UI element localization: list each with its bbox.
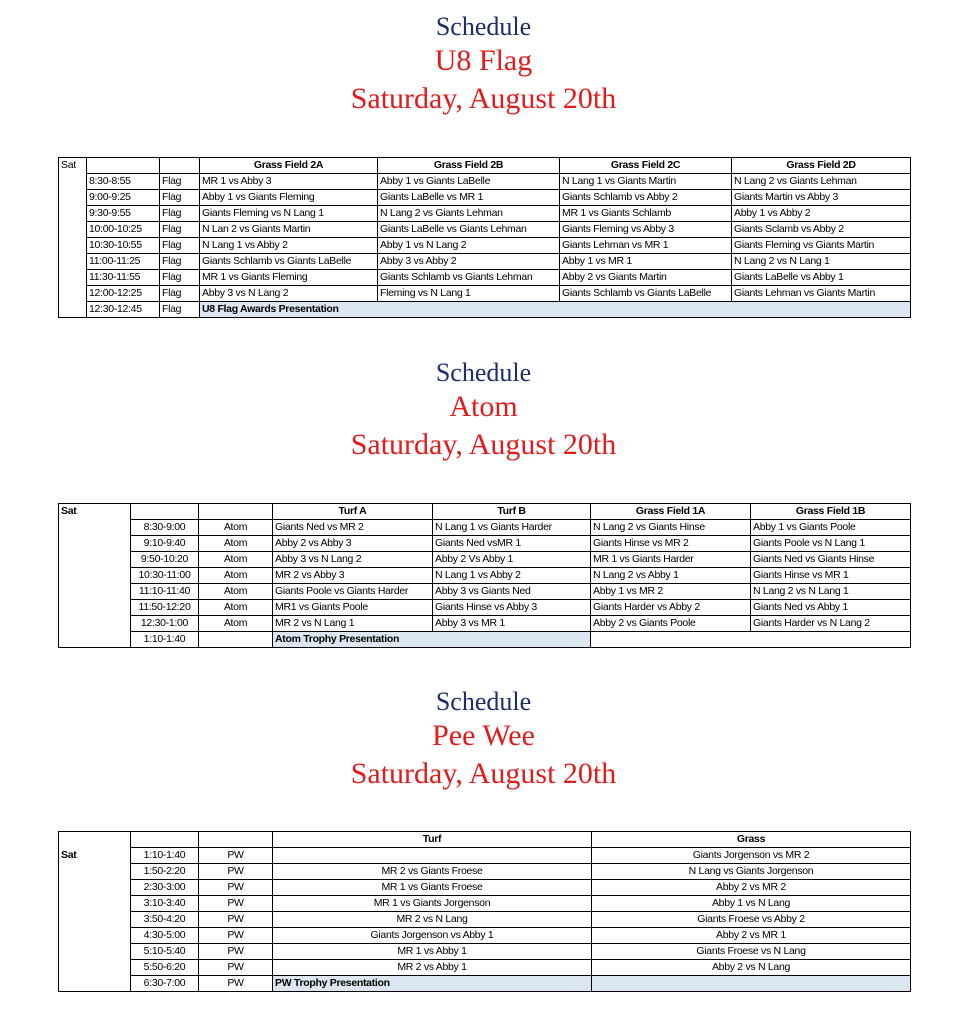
division-cell: Flag xyxy=(160,222,200,238)
atom-field-header: Grass Field 1B xyxy=(751,504,911,520)
table-row xyxy=(59,286,911,302)
game-cell: Abby 3 vs Giants Ned xyxy=(433,584,591,600)
game-cell: N Lan 2 vs Giants Martin xyxy=(200,222,378,238)
u8-schedule-title: Schedule xyxy=(435,12,532,41)
time-cell: 5:50-6:20 xyxy=(131,960,199,976)
u8-presentation-time: 12:30-12:45 xyxy=(87,302,160,318)
game-cell: MR 1 vs Giants Schlamb xyxy=(560,206,732,222)
atom-day-label: Sat xyxy=(59,504,131,520)
division-cell: Flag xyxy=(160,206,200,222)
division-cell: Atom xyxy=(199,568,273,584)
division-cell: Atom xyxy=(199,536,273,552)
game-cell: MR 2 vs N Lang 1 xyxy=(273,616,433,632)
division-cell: PW xyxy=(199,896,273,912)
atom-heading xyxy=(0,360,967,460)
time-cell: 11:50-12:20 xyxy=(131,600,199,616)
atom-division-title: Atom xyxy=(449,390,518,423)
u8-date-title: Saturday, August 20th xyxy=(350,82,617,115)
game-cell: Giants LaBelle vs Abby 1 xyxy=(732,270,911,286)
game-cell: Giants Hinse vs Abby 3 xyxy=(433,600,591,616)
game-cell: Abby 1 vs N Lang 2 xyxy=(378,238,560,254)
game-cell: N Lang vs Giants Jorgenson xyxy=(592,864,911,880)
atom-presentation-row xyxy=(59,632,911,648)
game-cell: Giants Jorgenson vs Abby 1 xyxy=(273,928,592,944)
time-cell: 10:30-11:00 xyxy=(131,568,199,584)
division-cell: Flag xyxy=(160,286,200,302)
game-cell: Giants Ned vs MR 2 xyxy=(273,520,433,536)
game-cell: MR 1 vs Giants Froese xyxy=(273,880,592,896)
game-cell xyxy=(273,848,592,864)
game-cell: Abby 1 vs Giants LaBelle xyxy=(378,174,560,190)
time-cell: 9:30-9:55 xyxy=(87,206,160,222)
table-row xyxy=(59,270,911,286)
u8-division-title: U8 Flag xyxy=(434,44,533,77)
table-row xyxy=(59,238,911,254)
time-cell: 9:50-10:20 xyxy=(131,552,199,568)
game-cell: Giants Hinse vs MR 1 xyxy=(751,568,911,584)
game-cell: Abby 2 vs Giants Martin xyxy=(560,270,732,286)
game-cell: Giants Fleming vs Giants Martin xyxy=(732,238,911,254)
game-cell: Giants Martin vs Abby 3 xyxy=(732,190,911,206)
game-cell: Giants Ned vs Giants Hinse xyxy=(751,552,911,568)
pw-date-title: Saturday, August 20th xyxy=(350,757,617,790)
pw-field-header: Turf xyxy=(273,832,592,848)
division-cell: Atom xyxy=(199,520,273,536)
time-cell: 1:10-1:40 xyxy=(131,848,199,864)
table-row xyxy=(59,912,911,928)
atom-field-header: Turf B xyxy=(433,504,591,520)
game-cell: Giants Fleming vs N Lang 1 xyxy=(200,206,378,222)
game-cell: Abby 3 vs N Lang 2 xyxy=(273,552,433,568)
game-cell: MR 2 vs N Lang xyxy=(273,912,592,928)
game-cell: Abby 2 vs N Lang xyxy=(592,960,911,976)
table-row xyxy=(59,206,911,222)
table-row xyxy=(59,960,911,976)
game-cell: MR 2 vs Giants Froese xyxy=(273,864,592,880)
atom-presentation-div xyxy=(199,632,273,648)
game-cell: Giants Harder vs Abby 2 xyxy=(591,600,751,616)
game-cell: N Lang 1 vs Abby 2 xyxy=(433,568,591,584)
u8-day-label: Sat xyxy=(59,158,87,174)
division-cell: Flag xyxy=(160,238,200,254)
table-row xyxy=(59,568,911,584)
game-cell: N Lang 2 vs N Lang 1 xyxy=(732,254,911,270)
time-cell: 5:10-5:40 xyxy=(131,944,199,960)
game-cell: Giants Lehman vs MR 1 xyxy=(560,238,732,254)
u8-field-header: Grass Field 2B xyxy=(378,158,560,174)
atom-header-row xyxy=(59,504,911,520)
table-row xyxy=(59,880,911,896)
table-row xyxy=(59,222,911,238)
game-cell: Giants LaBelle vs MR 1 xyxy=(378,190,560,206)
game-cell: N Lang 1 vs Abby 2 xyxy=(200,238,378,254)
game-cell: Giants Jorgenson vs MR 2 xyxy=(592,848,911,864)
game-cell: Giants Harder vs N Lang 2 xyxy=(751,616,911,632)
atom-field-header: Grass Field 1A xyxy=(591,504,751,520)
atom-presentation-label: Atom Trophy Presentation xyxy=(273,632,591,648)
game-cell: Giants Ned vs Abby 1 xyxy=(751,600,911,616)
time-cell: 10:30-10:55 xyxy=(87,238,160,254)
atom-presentation-time: 1:10-1:40 xyxy=(131,632,199,648)
division-cell: Flag xyxy=(160,190,200,206)
u8-field-header: Grass Field 2C xyxy=(560,158,732,174)
game-cell: Abby 3 vs MR 1 xyxy=(433,616,591,632)
table-row xyxy=(59,848,911,864)
game-cell: Giants Lehman vs Giants Martin xyxy=(732,286,911,302)
game-cell: Giants Froese vs Abby 2 xyxy=(592,912,911,928)
pw-presentation-row xyxy=(59,976,911,992)
game-cell: N Lang 1 vs Giants Martin xyxy=(560,174,732,190)
game-cell: N Lang 1 vs Giants Harder xyxy=(433,520,591,536)
game-cell: N Lang 2 vs Giants Lehman xyxy=(378,206,560,222)
time-cell: 8:30-9:00 xyxy=(131,520,199,536)
game-cell: MR 1 vs Giants Harder xyxy=(591,552,751,568)
game-cell: N Lang 2 vs Giants Hinse xyxy=(591,520,751,536)
game-cell: Giants Froese vs N Lang xyxy=(592,944,911,960)
table-row xyxy=(59,254,911,270)
game-cell: Giants Ned vsMR 1 xyxy=(433,536,591,552)
game-cell: Giants LaBelle vs Giants Lehman xyxy=(378,222,560,238)
division-cell: Atom xyxy=(199,600,273,616)
division-cell: Atom xyxy=(199,584,273,600)
game-cell: Abby 1 vs N Lang xyxy=(592,896,911,912)
table-row xyxy=(59,928,911,944)
u8-field-header: Grass Field 2D xyxy=(732,158,911,174)
game-cell: Fleming vs N Lang 1 xyxy=(378,286,560,302)
time-cell: 8:30-8:55 xyxy=(87,174,160,190)
u8-schedule-table xyxy=(58,157,911,318)
table-row xyxy=(59,552,911,568)
table-row xyxy=(59,616,911,632)
game-cell: Abby 2 vs Giants Poole xyxy=(591,616,751,632)
table-row xyxy=(59,600,911,616)
game-cell: MR 1 vs Abby 1 xyxy=(273,944,592,960)
division-cell: Flag xyxy=(160,254,200,270)
game-cell: MR 1 vs Giants Jorgenson xyxy=(273,896,592,912)
game-cell: Giants Poole vs Giants Harder xyxy=(273,584,433,600)
game-cell: Giants Schlamb vs Giants LaBelle xyxy=(200,254,378,270)
division-cell: Atom xyxy=(199,552,273,568)
table-row xyxy=(59,864,911,880)
pw-heading xyxy=(0,689,967,789)
division-cell: Flag xyxy=(160,270,200,286)
game-cell: Abby 3 vs Abby 2 xyxy=(378,254,560,270)
game-cell: Abby 1 vs Giants Poole xyxy=(751,520,911,536)
time-cell: 9:10-9:40 xyxy=(131,536,199,552)
time-cell: 3:10-3:40 xyxy=(131,896,199,912)
time-cell: 11:00-11:25 xyxy=(87,254,160,270)
atom-schedule-title: Schedule xyxy=(435,358,532,387)
game-cell: N Lang 2 vs N Lang 1 xyxy=(751,584,911,600)
u8-presentation-row xyxy=(59,302,911,318)
u8-presentation-div: Flag xyxy=(160,302,200,318)
u8-presentation-label: U8 Flag Awards Presentation xyxy=(200,302,911,318)
game-cell: Giants Hinse vs MR 2 xyxy=(591,536,751,552)
pw-presentation-time: 6:30-7:00 xyxy=(131,976,199,992)
division-cell: PW xyxy=(199,880,273,896)
game-cell: MR 2 vs Abby 1 xyxy=(273,960,592,976)
pw-presentation-label: PW Trophy Presentation xyxy=(273,976,592,992)
division-cell: PW xyxy=(199,912,273,928)
game-cell: N Lang 2 vs Abby 1 xyxy=(591,568,751,584)
time-cell: 2:30-3:00 xyxy=(131,880,199,896)
table-row xyxy=(59,536,911,552)
game-cell: MR1 vs Giants Poole xyxy=(273,600,433,616)
table-row xyxy=(59,520,911,536)
game-cell: Giants Schlamb vs Abby 2 xyxy=(560,190,732,206)
game-cell: Abby 2 Vs Abby 1 xyxy=(433,552,591,568)
pw-header-row xyxy=(59,832,911,848)
division-cell: PW xyxy=(199,848,273,864)
game-cell: Abby 3 vs N Lang 2 xyxy=(200,286,378,302)
game-cell: Giants Sclamb vs Abby 2 xyxy=(732,222,911,238)
division-cell: PW xyxy=(199,864,273,880)
time-cell: 10:00-10:25 xyxy=(87,222,160,238)
game-cell: Abby 1 vs MR 1 xyxy=(560,254,732,270)
u8-field-header: Grass Field 2A xyxy=(200,158,378,174)
day-label: Sat xyxy=(59,848,131,864)
table-row xyxy=(59,190,911,206)
game-cell: Abby 2 vs MR 1 xyxy=(592,928,911,944)
game-cell: Giants Poole vs N Lang 1 xyxy=(751,536,911,552)
division-cell: Flag xyxy=(160,174,200,190)
time-cell: 12:00-12:25 xyxy=(87,286,160,302)
game-cell: N Lang 2 vs Giants Lehman xyxy=(732,174,911,190)
game-cell: Abby 1 vs Giants Fleming xyxy=(200,190,378,206)
game-cell: Abby 1 vs Abby 2 xyxy=(732,206,911,222)
u8-header-row xyxy=(59,158,911,174)
game-cell: Giants Schlamb vs Giants LaBelle xyxy=(560,286,732,302)
game-cell: MR 1 vs Giants Fleming xyxy=(200,270,378,286)
u8-heading xyxy=(0,14,967,114)
game-cell: Abby 2 vs Abby 3 xyxy=(273,536,433,552)
division-cell: PW xyxy=(199,960,273,976)
table-row xyxy=(59,896,911,912)
table-row xyxy=(59,584,911,600)
time-cell: 11:30-11:55 xyxy=(87,270,160,286)
time-cell: 3:50-4:20 xyxy=(131,912,199,928)
atom-date-title: Saturday, August 20th xyxy=(350,428,617,461)
division-cell: PW xyxy=(199,944,273,960)
atom-field-header: Turf A xyxy=(273,504,433,520)
pw-schedule-title: Schedule xyxy=(435,687,532,716)
game-cell: MR 2 vs Abby 3 xyxy=(273,568,433,584)
game-cell: MR 1 vs Abby 3 xyxy=(200,174,378,190)
game-cell: Giants Schlamb vs Giants Lehman xyxy=(378,270,560,286)
table-row xyxy=(59,944,911,960)
pw-division-title: Pee Wee xyxy=(432,719,535,752)
pw-field-header: Grass xyxy=(592,832,911,848)
atom-schedule-table xyxy=(58,503,911,648)
time-cell: 9:00-9:25 xyxy=(87,190,160,206)
time-cell: 1:50-2:20 xyxy=(131,864,199,880)
division-cell: Atom xyxy=(199,616,273,632)
division-cell: PW xyxy=(199,928,273,944)
table-row xyxy=(59,174,911,190)
time-cell: 11:10-11:40 xyxy=(131,584,199,600)
game-cell: Abby 2 vs MR 2 xyxy=(592,880,911,896)
game-cell: Abby 1 vs MR 2 xyxy=(591,584,751,600)
game-cell: Giants Fleming vs Abby 3 xyxy=(560,222,732,238)
time-cell: 12:30-1:00 xyxy=(131,616,199,632)
pw-schedule-table xyxy=(58,831,911,992)
pw-presentation-div: PW xyxy=(199,976,273,992)
time-cell: 4:30-5:00 xyxy=(131,928,199,944)
